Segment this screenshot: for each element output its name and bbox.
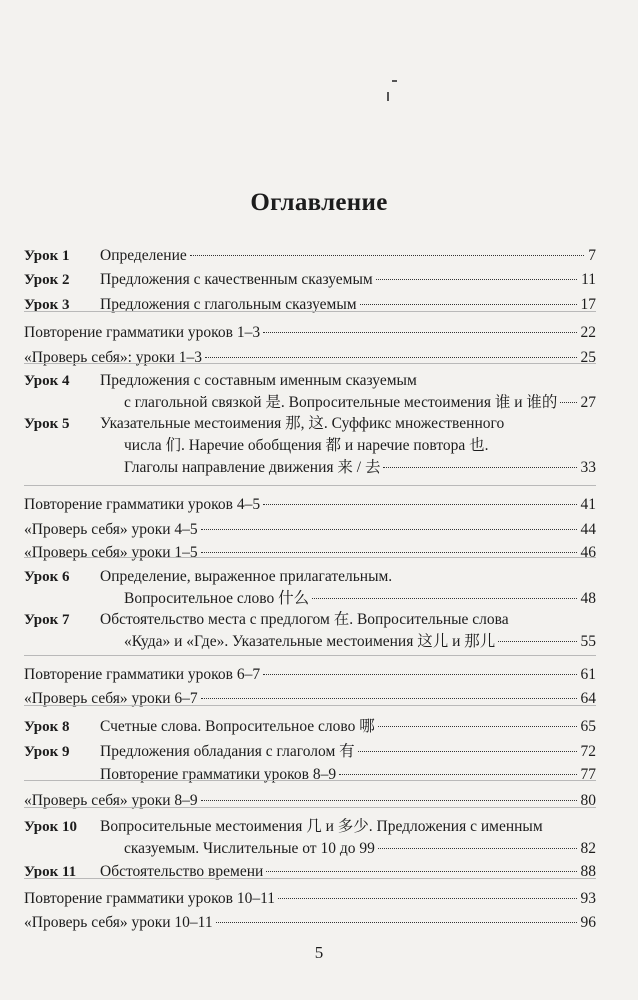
section-divider <box>24 311 596 312</box>
toc-page-number: 33 <box>580 459 596 476</box>
page-title: Оглавление <box>250 188 388 216</box>
dot-leader <box>376 279 577 280</box>
toc-lesson-label: Урок 1 <box>24 248 70 264</box>
toc-page-number: 80 <box>580 792 596 809</box>
toc-page-number: 46 <box>580 544 596 561</box>
dot-leader <box>201 698 577 699</box>
dot-leader <box>312 598 576 599</box>
toc-lesson-label: Урок 7 <box>24 612 70 628</box>
toc-lesson-label: Урок 4 <box>24 373 70 389</box>
toc-entry[interactable] <box>24 912 596 934</box>
toc-page-number: 96 <box>580 914 596 931</box>
toc-lesson-label: Урок 10 <box>24 819 78 835</box>
toc-page-number: 11 <box>581 271 596 288</box>
dot-leader <box>263 332 576 333</box>
toc-entry-title: Предложения с качественным сказуемым <box>100 271 373 288</box>
dot-leader <box>216 922 577 923</box>
dot-leader <box>263 674 576 675</box>
toc-page-number: 77 <box>580 766 596 783</box>
toc-entry-title: «Проверь себя» уроки 10–11 <box>24 914 213 931</box>
toc-entry[interactable] <box>24 392 596 414</box>
toc-page-number: 27 <box>580 394 596 411</box>
dot-leader <box>339 774 576 775</box>
toc-entry[interactable] <box>24 294 596 316</box>
toc-lesson-label: Урок 9 <box>24 744 70 760</box>
toc-page-number: 48 <box>580 590 596 607</box>
toc-page-number: 22 <box>580 324 596 341</box>
page-number: 5 <box>314 943 324 962</box>
toc-lesson-label: Урок 11 <box>24 864 77 880</box>
toc-entry[interactable] <box>24 838 596 860</box>
toc-entry-line[interactable] <box>24 816 596 838</box>
toc-page-number: 25 <box>580 349 596 366</box>
toc-page-number: 44 <box>580 521 596 538</box>
dot-leader <box>498 641 576 642</box>
dot-leader <box>360 304 577 305</box>
toc-lesson-label: Урок 6 <box>24 569 70 585</box>
toc-entry-line[interactable] <box>24 413 596 435</box>
toc-entry-title: Обстоятельство времени <box>100 863 264 880</box>
section-divider <box>24 363 596 364</box>
toc-entry-title: «Проверь себя»: уроки 1–3 <box>24 349 202 366</box>
toc-entry-title: Повторение грамматики уроков 6–7 <box>24 666 261 683</box>
toc-entry-title: Определение <box>100 247 187 264</box>
toc-entry[interactable] <box>24 741 596 763</box>
toc-entry[interactable] <box>24 322 596 344</box>
toc-entry-title: Повторение грамматики уроков 8–9 <box>100 766 337 783</box>
toc-entry-title: сказуемым. Числительные от 10 до 99 <box>124 840 375 857</box>
toc-entry-line[interactable] <box>24 566 596 588</box>
section-divider <box>24 780 596 781</box>
section-divider <box>24 807 596 808</box>
toc-entry-title: Счетные слова. Вопросительное слово 哪 <box>100 718 375 735</box>
dot-leader <box>278 898 576 899</box>
toc-entry-title: «Проверь себя» уроки 8–9 <box>24 792 198 809</box>
dot-leader <box>201 800 577 801</box>
toc-entry-title: Определение, выраженное прилагательным. <box>100 568 393 585</box>
toc-lesson-label: Урок 8 <box>24 719 70 735</box>
toc-entry[interactable] <box>24 519 596 541</box>
toc-entry-title: Вопросительное слово 什么 <box>124 590 310 607</box>
toc-entry[interactable] <box>24 716 596 738</box>
dot-leader <box>201 552 577 553</box>
dot-leader <box>378 726 577 727</box>
toc-page-number: 93 <box>580 890 596 907</box>
toc-entry[interactable] <box>24 764 596 786</box>
toc-entry[interactable] <box>24 588 596 610</box>
toc-lesson-label: Урок 3 <box>24 297 70 313</box>
section-divider <box>24 485 596 486</box>
dot-leader <box>263 504 576 505</box>
toc-entry[interactable] <box>24 269 596 291</box>
toc-entry[interactable] <box>24 494 596 516</box>
dot-leader <box>383 467 576 468</box>
toc-entry[interactable] <box>24 861 596 883</box>
toc-entry-title: с глагольной связкой 是. Вопросительные местоимения 谁 и 谁的 <box>124 394 558 411</box>
toc-entry-title: Повторение грамматики уроков 10–11 <box>24 890 276 907</box>
dot-leader <box>378 848 577 849</box>
toc-entry[interactable] <box>24 664 596 686</box>
toc-entry-title: «Проверь себя» уроки 1–5 <box>24 544 198 561</box>
dot-leader <box>190 255 584 256</box>
toc-entry[interactable] <box>24 790 596 812</box>
toc-page-number: 7 <box>588 247 596 264</box>
toc-page-number: 55 <box>580 633 596 650</box>
toc-entry-title: числа 们. Наречие обобщения 都 и наречие повтора 也. <box>124 437 489 454</box>
toc-lesson-label: Урок 5 <box>24 416 70 432</box>
toc-entry[interactable] <box>24 542 596 564</box>
toc-entry[interactable] <box>24 688 596 710</box>
section-divider <box>24 705 596 706</box>
toc-entry-line[interactable] <box>24 370 596 392</box>
dot-leader <box>201 529 577 530</box>
toc-entry[interactable] <box>24 888 596 910</box>
toc-entry-title: Вопросительные местоимения 几 и 多少. Предложения с именным <box>100 818 543 835</box>
toc-entry-title: Обстоятельство места с предлогом 在. Вопросительные слова <box>100 611 509 628</box>
toc-entry[interactable] <box>24 347 596 369</box>
toc-entry[interactable] <box>24 457 596 479</box>
toc-entry-title: «Проверь себя» уроки 6–7 <box>24 690 198 707</box>
dot-leader <box>358 751 577 752</box>
toc-entry-line[interactable] <box>24 609 596 631</box>
toc-entry-title: Повторение грамматики уроков 1–3 <box>24 324 261 341</box>
toc-page-number: 65 <box>580 718 596 735</box>
toc-entry-title: Глаголы направление движения 来 / 去 <box>124 459 381 476</box>
toc-page-number: 82 <box>580 840 596 857</box>
toc-entry-title: Предложения с глагольным сказуемым <box>100 296 357 313</box>
section-divider <box>24 878 596 879</box>
toc-page-number: 88 <box>580 863 596 880</box>
toc-entry-title: Предложения обладания с глаголом 有 <box>100 743 355 760</box>
toc-page-number: 64 <box>580 690 596 707</box>
toc-entry-title: Предложения с составным именным сказуемым <box>100 372 417 389</box>
toc-entry[interactable] <box>24 245 596 267</box>
dot-leader <box>266 871 576 872</box>
dot-leader <box>560 402 576 403</box>
toc-entry-title: «Куда» и «Где». Указательные местоимения 这儿 и 那儿 <box>124 633 496 650</box>
dot-leader <box>205 357 577 358</box>
toc-entry-title: Указательные местоимения 那, 这. Суффикс множественного <box>100 415 505 432</box>
section-divider <box>24 557 596 558</box>
toc-page-number: 41 <box>580 496 596 513</box>
toc-entry[interactable] <box>24 631 596 653</box>
toc-page-number: 61 <box>580 666 596 683</box>
toc-entry-title: Повторение грамматики уроков 4–5 <box>24 496 261 513</box>
toc-entry-line[interactable] <box>24 435 596 457</box>
section-divider <box>24 655 596 656</box>
toc-page-number: 72 <box>580 743 596 760</box>
toc-entry-title: «Проверь себя» уроки 4–5 <box>24 521 198 538</box>
toc-lesson-label: Урок 2 <box>24 272 70 288</box>
toc-page-number: 17 <box>580 296 596 313</box>
